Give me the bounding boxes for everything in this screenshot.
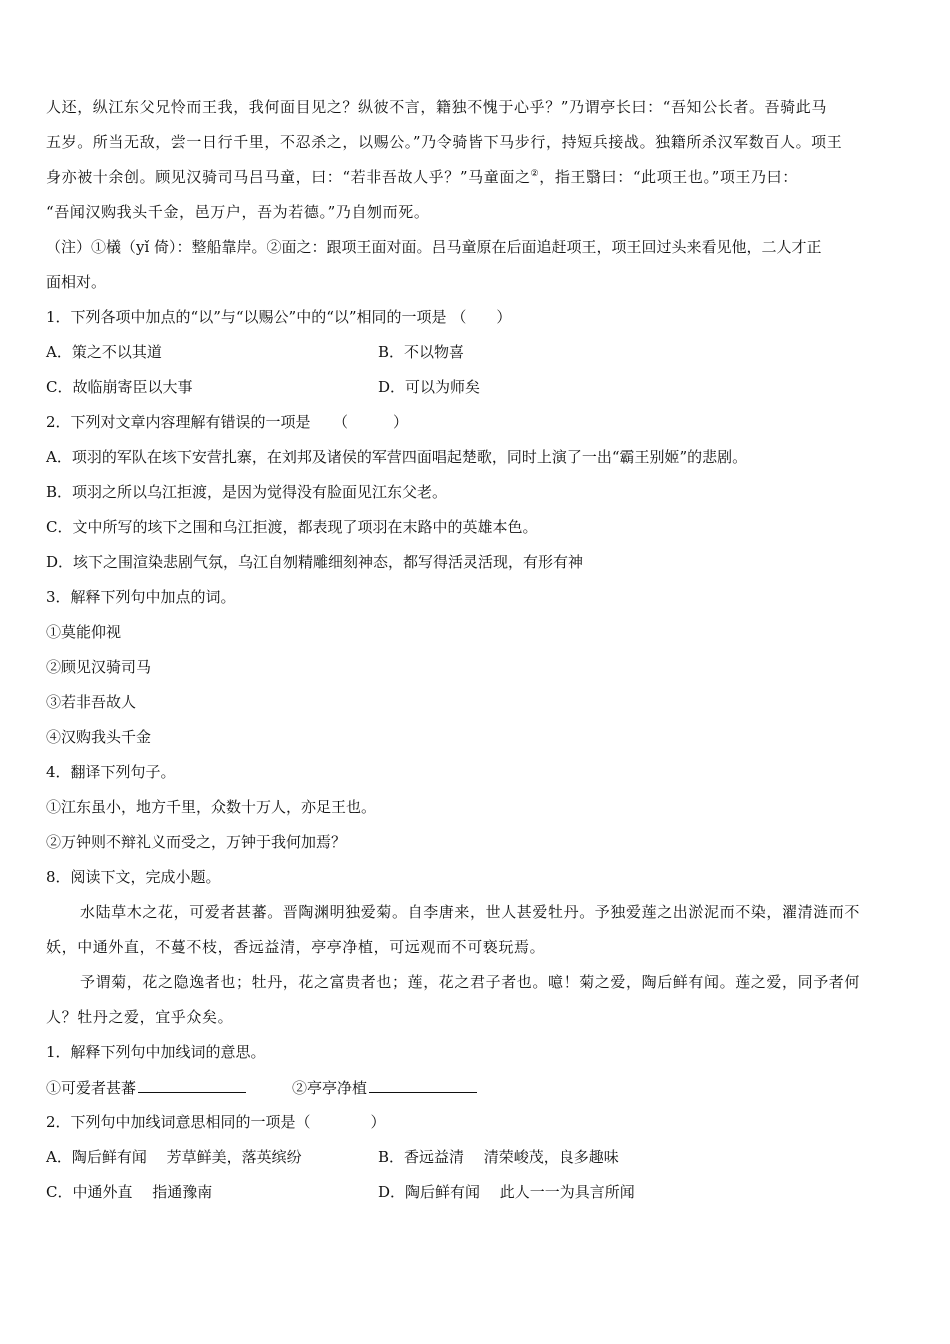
q8-para2-line1: 予谓菊，花之隐逸者也；牡丹，花之富贵者也；莲，花之君子者也。噫！菊之爱，陶后鲜有闻。莲之爱，同予者何 [80, 973, 861, 991]
sub2-stem: 2．下列句中加线词意思相同的一项是（ ） [46, 1113, 386, 1131]
sub1-item1-text: ①可爱者甚蕃 [46, 1079, 137, 1097]
note-line1: （注）①檥（yǐ 倚）：整船靠岸。②面之：跟项王面对面。吕马童原在后面追赶项王，项王回过头来看见他，二人才正 [46, 238, 822, 256]
answer-blank[interactable] [369, 1077, 477, 1093]
passage1-line3 [46, 167, 798, 187]
q1-option-d: D．可以为师矣 [378, 378, 481, 396]
sub1-item1 [46, 1077, 246, 1098]
passage1-line3b: ，指王翳曰：“此项王也。”项王乃曰： [539, 168, 798, 186]
q1-option-a: A．策之不以其道 [46, 343, 162, 361]
passage1-line4: “吾闻汉购我头千金，邑万户，吾为若德。”乃自刎而死。 [46, 203, 430, 221]
sub1-item2 [292, 1077, 477, 1098]
sub1-item2-text: ②亭亭净植 [292, 1079, 368, 1097]
q2-stem: 2．下列对文章内容理解有错误的一项是 （ ） [46, 413, 409, 431]
sub2-option-a: A．陶后鲜有闻 芳草鲜美，落英缤纷 [46, 1148, 302, 1166]
q2-option-d: D．垓下之围渲染悲剧气氛，乌江自刎精雕细刻神态，都写得活灵活现，有形有神 [46, 553, 584, 571]
sub2-option-d: D．陶后鲜有闻 此人一一为具言所闻 [378, 1183, 635, 1201]
q8-para1-line2: 妖，中通外直，不蔓不枝，香远益清，亭亭净植，可远观而不可亵玩焉。 [46, 938, 546, 956]
sub2-option-b: B．香远益清 清荣峻茂，良多趣味 [378, 1148, 619, 1166]
passage1-line3a: 身亦被十余创。顾见汉骑司马吕马童，曰：“若非吾故人乎？”马童面之 [46, 168, 531, 186]
q3-item: ①莫能仰视 [46, 623, 122, 641]
q8-stem: 8．阅读下文，完成小题。 [46, 868, 221, 886]
sub1-stem: 1．解释下列句中加线词的意思。 [46, 1043, 266, 1061]
q2-option-b: B．项羽之所以乌江拒渡，是因为觉得没有脸面见江东父老。 [46, 483, 448, 501]
q4-item: ①江东虽小，地方千里，众数十万人，亦足王也。 [46, 798, 377, 816]
q1-option-b: B．不以物喜 [378, 343, 465, 361]
q3-item: ②顾见汉骑司马 [46, 658, 152, 676]
q1-stem: 1．下列各项中加点的“以”与“以赐公”中的“以”相同的一项是 （ ） [46, 308, 512, 326]
q3-item: ④汉购我头千金 [46, 728, 152, 746]
q4-item: ②万钟则不辩礼义而受之，万钟于我何加焉？ [46, 833, 347, 851]
footnote-marker: ② [530, 169, 540, 179]
passage1-line2: 五岁。所当无敌，尝一日行千里，不忍杀之，以赐公。”乃令骑皆下马步行，持短兵接战。独籍所杀汉军数百人。项王 [46, 133, 843, 151]
note-line2: 面相对。 [46, 273, 107, 291]
q2-option-a: A．项羽的军队在垓下安营扎寨，在刘邦及诸侯的军营四面唱起楚歌，同时上演了一出“霸王别姬”的悲剧。 [46, 448, 748, 466]
q8-para1-line1: 水陆草木之花，可爱者甚蕃。晋陶渊明独爱菊。自李唐来，世人甚爱牡丹。予独爱莲之出淤泥而不染，濯清涟而不 [80, 903, 861, 921]
answer-blank[interactable] [138, 1077, 246, 1093]
q8-para2-line2: 人？牡丹之爱，宜乎众矣。 [46, 1008, 234, 1026]
q1-option-c: C．故临崩寄臣以大事 [46, 378, 193, 396]
passage1-line1: 人还，纵江东父兄怜而王我，我何面目见之？纵彼不言，籍独不愧于心乎？”乃谓亭长曰：“吾知公长者。吾骑此马 [46, 98, 827, 116]
q3-stem: 3．解释下列句中加点的词。 [46, 588, 236, 606]
q4-stem: 4．翻译下列句子。 [46, 763, 176, 781]
sub2-option-c: C．中通外直 指通豫南 [46, 1183, 213, 1201]
q3-item: ③若非吾故人 [46, 693, 137, 711]
q2-option-c: C．文中所写的垓下之围和乌江拒渡，都表现了项羽在末路中的英雄本色。 [46, 518, 538, 536]
